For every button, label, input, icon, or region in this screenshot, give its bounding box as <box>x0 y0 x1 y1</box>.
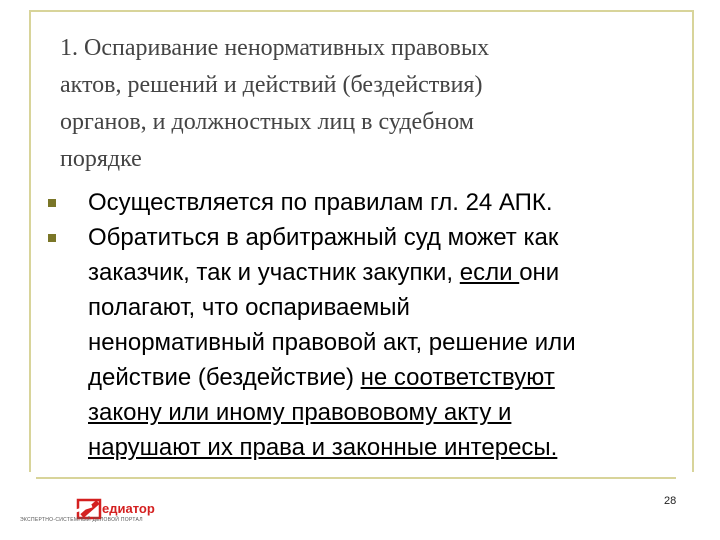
bullet-text-line <box>88 360 684 395</box>
bullet-text-line: полагают, что оспариваемый <box>88 294 410 321</box>
title-line: органов, и должностных лиц в судебном <box>60 109 474 135</box>
text-segment: действие (бездействие) <box>88 364 361 391</box>
frame-top-line <box>29 10 694 12</box>
bullet-item <box>44 220 684 465</box>
bullet-list <box>44 185 684 465</box>
underlined-text: не соответствуют <box>360 364 555 391</box>
square-bullet-icon <box>48 199 56 207</box>
square-bullet-icon <box>48 234 56 242</box>
slide-title <box>60 30 680 178</box>
underlined-text-line: нарушают их права и законные интересы. <box>88 434 558 461</box>
title-line: 1. Оспаривание ненормативных правовых <box>60 35 490 61</box>
bullet-text-line: Обратиться в арбитражный суд может как <box>88 224 559 251</box>
title-line: актов, решений и действий (бездействия) <box>60 72 483 98</box>
title-line: порядке <box>60 146 142 172</box>
logo-tagline: ЭКСПЕРТНО-СИСТЕМНЫЙ ДЕЛОВОЙ ПОРТАЛ <box>20 517 143 523</box>
logo-mark-icon <box>66 500 100 518</box>
bullet-text-line <box>88 255 684 290</box>
underlined-text-line: закону или иному правововому акту и <box>88 399 512 426</box>
frame-left-line <box>29 10 31 472</box>
text-segment: они <box>519 259 560 286</box>
bullet-text: Осуществляется по правилам гл. 24 АПК. <box>88 189 553 216</box>
bullet-item <box>44 185 684 220</box>
logo-text: едиатор <box>102 501 155 516</box>
text-segment: заказчик, так и участник закупки, <box>88 259 460 286</box>
frame-right-line <box>692 10 694 472</box>
bullet-text-line: ненормативный правовой акт, решение или <box>88 329 576 356</box>
page-number: 28 <box>664 495 677 507</box>
underlined-text: если <box>459 259 520 286</box>
frame-bottom-line <box>36 477 676 479</box>
